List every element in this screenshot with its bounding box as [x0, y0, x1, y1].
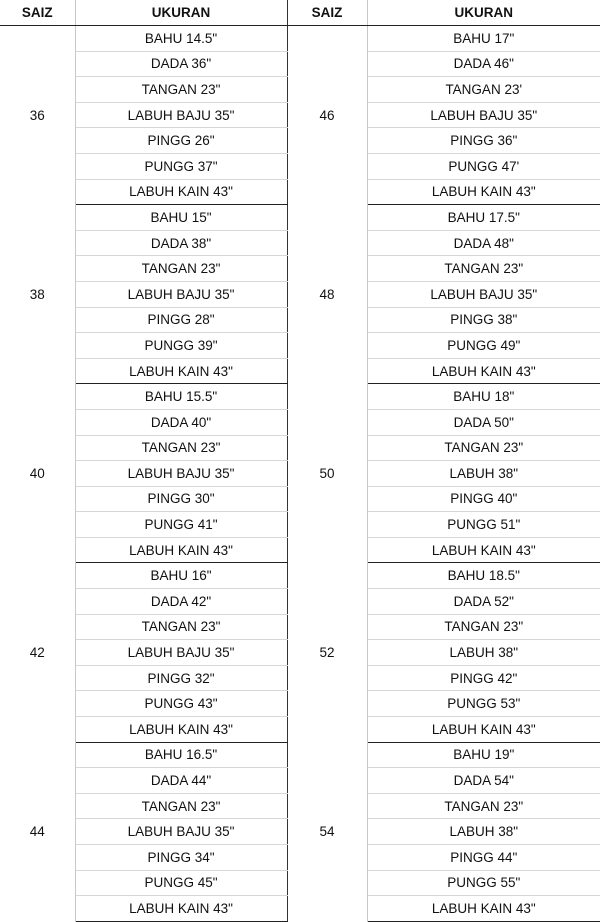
measurement-right: TANGAN 23" [367, 256, 600, 282]
measurement-right: BAHU 17" [367, 26, 600, 52]
measurement-left: LABUH BAJU 35" [75, 461, 287, 487]
measurement-right: DADA 48" [367, 230, 600, 256]
measurement-left: DADA 36" [75, 51, 287, 77]
header-row [0, 0, 600, 26]
measurement-right: BAHU 18.5" [367, 563, 600, 589]
size-right: 46 [287, 26, 367, 205]
measurement-left: DADA 40" [75, 409, 287, 435]
measurement-left: LABUH KAIN 43" [75, 358, 287, 384]
measurement-right: LABUH KAIN 43" [367, 179, 600, 205]
measurement-left: BAHU 15" [75, 205, 287, 231]
measurement-row [0, 205, 600, 231]
measurement-right: BAHU 18" [367, 384, 600, 410]
measurement-right: DADA 54" [367, 768, 600, 794]
measurement-right: PINGG 42" [367, 665, 600, 691]
measurement-left: TANGAN 23" [75, 614, 287, 640]
measurement-left: LABUH KAIN 43" [75, 179, 287, 205]
measurement-left: DADA 42" [75, 589, 287, 615]
measurement-left: PINGG 34" [75, 845, 287, 871]
size-left: 36 [0, 26, 75, 205]
measurement-row [0, 26, 600, 52]
measurement-row [0, 742, 600, 768]
measurement-left: BAHU 15.5" [75, 384, 287, 410]
measurement-right: LABUH BAJU 35" [367, 281, 600, 307]
measurement-right: LABUH KAIN 43" [367, 358, 600, 384]
measurement-left: LABUH KAIN 43" [75, 896, 287, 922]
measurement-right: PUNGG 49" [367, 333, 600, 359]
measurement-right: LABUH 38" [367, 819, 600, 845]
measurement-left: TANGAN 23" [75, 256, 287, 282]
measurement-left: PUNGG 41" [75, 512, 287, 538]
measurement-right: LABUH KAIN 43" [367, 537, 600, 563]
measurement-right: LABUH 38" [367, 640, 600, 666]
measurement-left: LABUH BAJU 35" [75, 819, 287, 845]
measurement-right: BAHU 19" [367, 742, 600, 768]
measurement-left: BAHU 16.5" [75, 742, 287, 768]
measurement-left: PUNGG 45" [75, 870, 287, 896]
measurement-right: BAHU 17.5" [367, 205, 600, 231]
measurement-right: TANGAN 23" [367, 793, 600, 819]
size-right: 54 [287, 742, 367, 921]
measurement-left: BAHU 14.5" [75, 26, 287, 52]
size-right: 52 [287, 563, 367, 742]
measurement-left: LABUH KAIN 43" [75, 717, 287, 743]
measurement-right: LABUH KAIN 43" [367, 717, 600, 743]
measurement-right: PINGG 38" [367, 307, 600, 333]
measurement-right: PINGG 36" [367, 128, 600, 154]
measurement-left: DADA 44" [75, 768, 287, 794]
measurement-right: PUNGG 47' [367, 153, 600, 179]
measurement-left: BAHU 16" [75, 563, 287, 589]
header-saiz-left: SAIZ [0, 0, 75, 26]
measurement-left: LABUH KAIN 43" [75, 537, 287, 563]
size-left: 42 [0, 563, 75, 742]
measurement-left: PINGG 30" [75, 486, 287, 512]
size-right: 50 [287, 384, 367, 563]
measurement-right: DADA 46" [367, 51, 600, 77]
measurement-right: LABUH 38" [367, 461, 600, 487]
size-chart-body [0, 26, 600, 922]
measurement-left: PINGG 26" [75, 128, 287, 154]
measurement-right: TANGAN 23" [367, 435, 600, 461]
measurement-left: LABUH BAJU 35" [75, 281, 287, 307]
measurement-row [0, 563, 600, 589]
size-right: 48 [287, 205, 367, 384]
size-left: 44 [0, 742, 75, 921]
measurement-left: LABUH BAJU 35" [75, 640, 287, 666]
header-saiz-right: SAIZ [287, 0, 367, 26]
measurement-left: PINGG 32" [75, 665, 287, 691]
header-ukuran-left: UKURAN [75, 0, 287, 26]
measurement-left: TANGAN 23" [75, 435, 287, 461]
measurement-left: PUNGG 43" [75, 691, 287, 717]
measurement-right: DADA 50" [367, 409, 600, 435]
measurement-left: LABUH BAJU 35" [75, 102, 287, 128]
measurement-right: LABUH KAIN 43" [367, 896, 600, 922]
measurement-right: PUNGG 51" [367, 512, 600, 538]
measurement-right: DADA 52" [367, 589, 600, 615]
measurement-right: PINGG 40" [367, 486, 600, 512]
measurement-left: TANGAN 23" [75, 793, 287, 819]
measurement-left: PUNGG 37" [75, 153, 287, 179]
measurement-left: DADA 38" [75, 230, 287, 256]
measurement-right: PINGG 44" [367, 845, 600, 871]
size-left: 40 [0, 384, 75, 563]
measurement-right: LABUH BAJU 35" [367, 102, 600, 128]
measurement-right: PUNGG 53" [367, 691, 600, 717]
measurement-left: TANGAN 23" [75, 77, 287, 103]
measurement-left: PINGG 28" [75, 307, 287, 333]
measurement-right: TANGAN 23" [367, 614, 600, 640]
measurement-row [0, 384, 600, 410]
header-ukuran-right: UKURAN [367, 0, 600, 26]
size-left: 38 [0, 205, 75, 384]
measurement-right: PUNGG 55" [367, 870, 600, 896]
measurement-right: TANGAN 23' [367, 77, 600, 103]
measurement-left: PUNGG 39" [75, 333, 287, 359]
